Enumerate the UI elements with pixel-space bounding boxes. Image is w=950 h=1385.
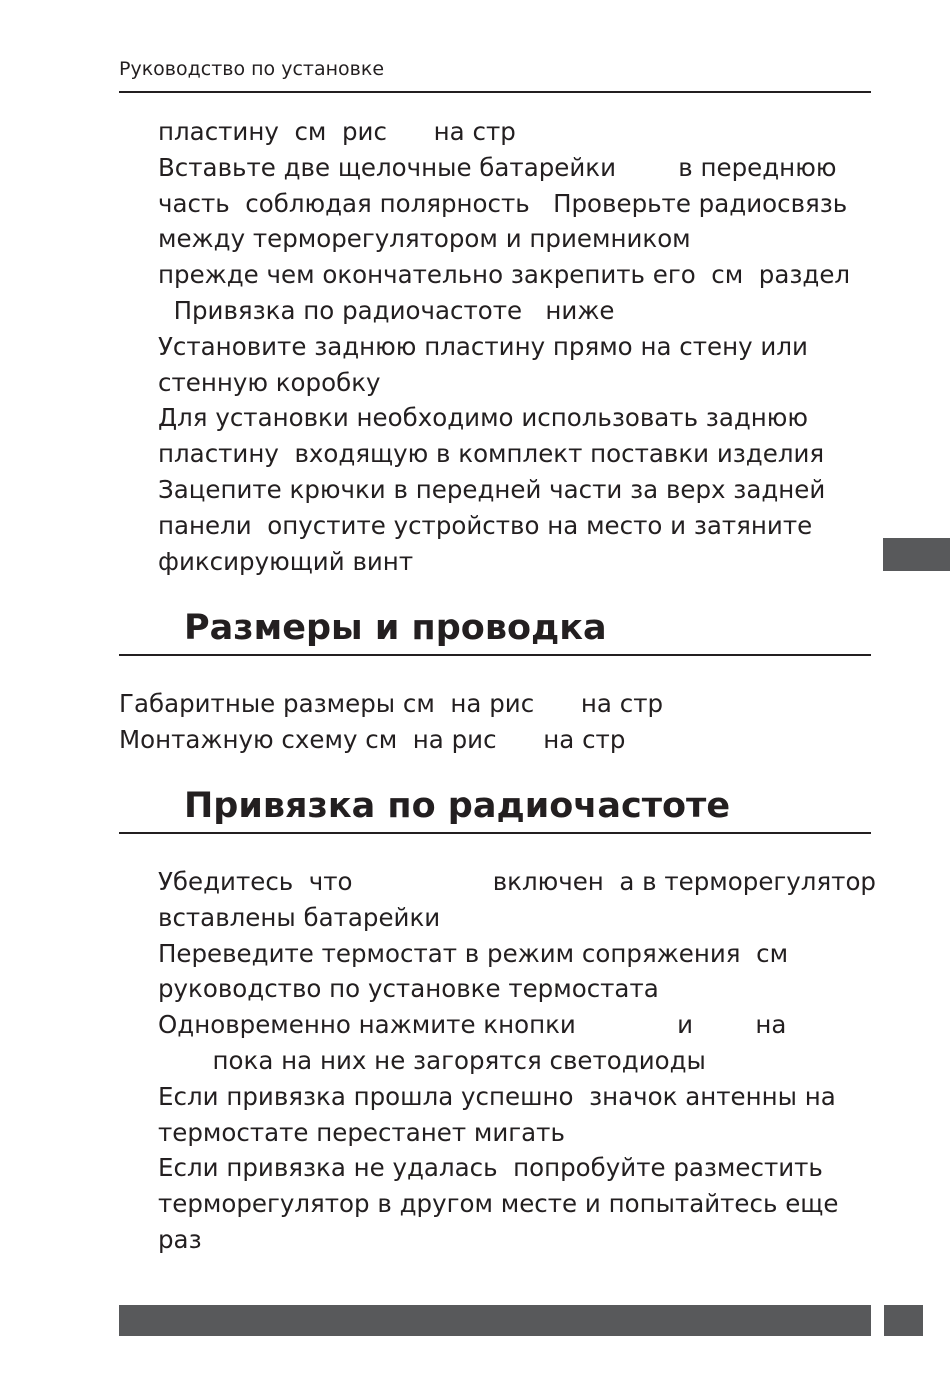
- text-line: вставлены батарейки: [158, 902, 441, 932]
- text-line: Вставьте две щелочные батарейки в переднюю: [158, 152, 837, 182]
- dimensions-text: [119, 686, 663, 758]
- header-rule: [119, 91, 871, 93]
- section-rule: [119, 654, 871, 656]
- text-line: фиксирующий винт: [158, 546, 414, 576]
- text-line: раз: [158, 1224, 202, 1254]
- running-header: Руководство по установке: [119, 58, 385, 80]
- section-heading-rf-binding: Привязка по радиочастоте: [184, 786, 731, 826]
- text-line: Если привязка прошла успешно значок антенны на: [158, 1081, 836, 1111]
- text-line: часть соблюдая полярность Проверьте радиосвязь: [158, 188, 848, 218]
- text-line: пока на них не загорятся светодиоды: [158, 1045, 706, 1075]
- text-line: Одновременно нажмите кнопки и на: [158, 1010, 787, 1040]
- text-line: прежде чем окончательно закрепить его см раздел: [158, 260, 851, 290]
- footer-bar: [119, 1305, 871, 1336]
- text-line: Для установки необходимо использовать заднюю: [158, 403, 809, 433]
- text-line: Зацепите крючки в передней части за верх задней: [158, 474, 826, 504]
- text-line: Монтажную схему см на рис на стр: [119, 724, 626, 754]
- text-line: между терморегулятором и приемником: [158, 224, 691, 254]
- rf-binding-steps: [158, 864, 876, 1258]
- text-line: Если привязка не удалась попробуйте разместить: [158, 1153, 823, 1183]
- installation-steps: [158, 114, 850, 579]
- text-line: Привязка по радиочастоте ниже: [158, 295, 615, 325]
- text-line: терморегулятор в другом месте и попытайтесь еще: [158, 1189, 839, 1219]
- text-line: Установите заднюю пластину прямо на стену или: [158, 331, 808, 361]
- text-line: термостате перестанет мигать: [158, 1117, 565, 1147]
- text-line: руководство по установке термостата: [158, 974, 659, 1004]
- text-line: Габаритные размеры см на рис на стр: [119, 689, 664, 718]
- text-line: пластину см рис на стр: [158, 117, 516, 146]
- text-line: Переведите термостат в режим сопряжения см: [158, 938, 789, 968]
- page-number-box: [884, 1305, 923, 1336]
- text-line: панели опустите устройство на место и затяните: [158, 510, 813, 540]
- section-heading-dimensions: Размеры и проводка: [184, 608, 607, 648]
- section-rule: [119, 832, 871, 834]
- section-side-tab: [883, 538, 950, 571]
- text-line: Убедитесь что включен а в терморегулятор: [158, 867, 876, 896]
- text-line: пластину входящую в комплект поставки изделия: [158, 439, 825, 469]
- text-line: стенную коробку: [158, 367, 381, 397]
